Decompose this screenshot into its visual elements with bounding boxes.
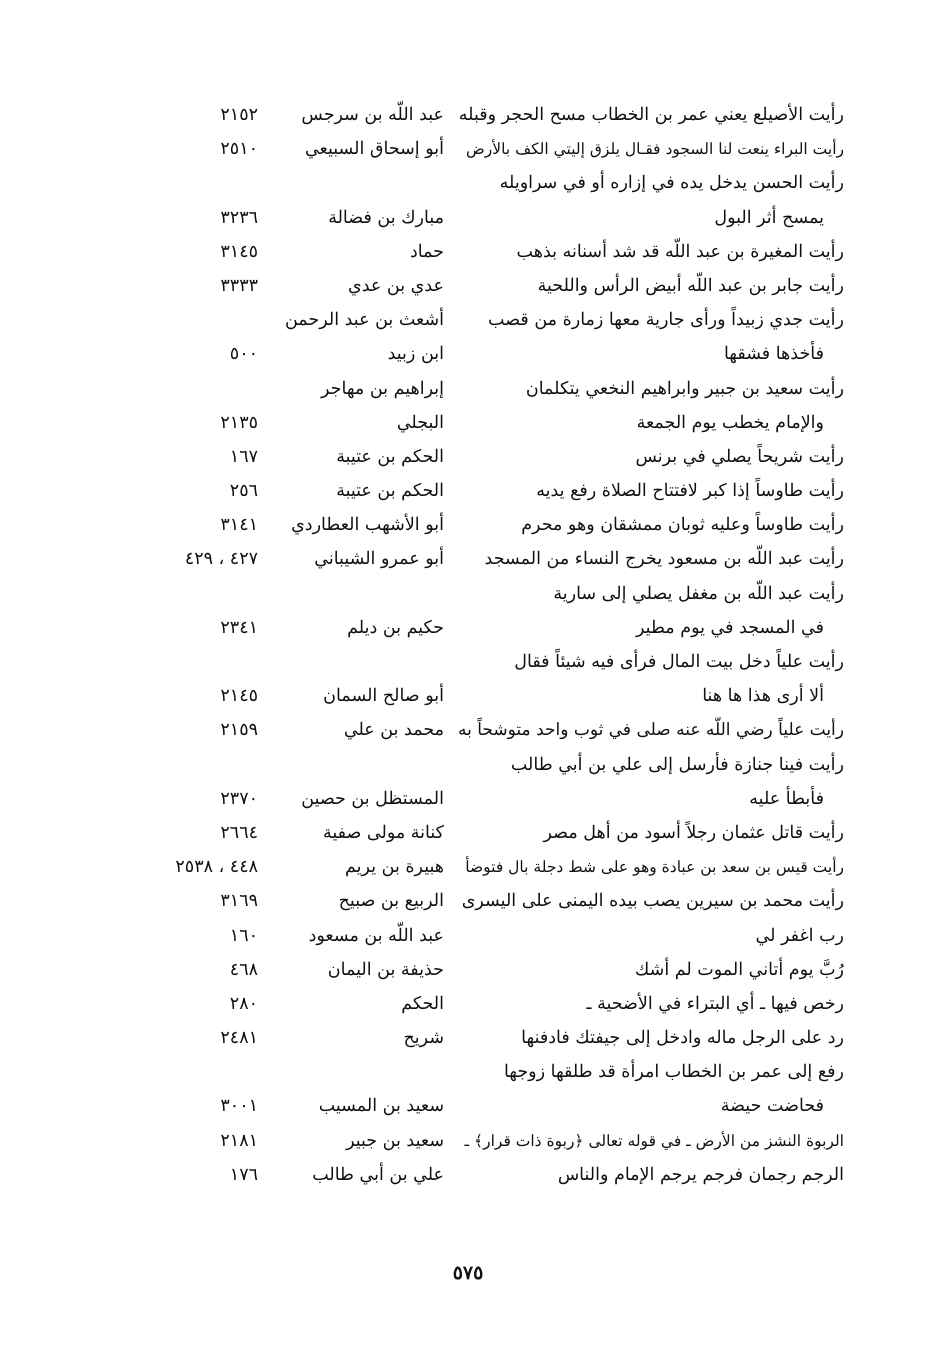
index-entry (0, 919, 936, 953)
entry-text: رأيت جابر بن عبد اللّه أبيض الرأس واللحية (537, 275, 844, 296)
entry-narrator: إبراهيم بن مهاجر (321, 378, 444, 399)
entry-narrator: الحكم (401, 993, 444, 1014)
entry-text: رأيت البراء ينعت لنا السجود فقـال يلزق إليتي الكف بالأرض (466, 140, 844, 159)
entry-text: فأبطأ عليه (749, 788, 824, 809)
index-entry (0, 508, 936, 542)
entry-narrator: كنانة مولى صفية (322, 822, 444, 843)
entry-text: رأيت علياً رضي اللّه عنه صلى في ثوب واحد متوشحاً به (458, 720, 844, 741)
index-entry (0, 406, 936, 440)
entry-narrator: حماد (409, 241, 444, 262)
index-entry (0, 166, 936, 200)
index-entry (0, 132, 936, 166)
entry-narrator: البجلي (396, 412, 444, 433)
entry-narrator: الحكم بن عتيبة (336, 446, 444, 467)
entry-text: رأيت سعيد بن جبير وابراهيم النخعي يتكلمان (525, 378, 844, 399)
index-entry (0, 542, 936, 576)
entry-reference-number: ٣١٤١ (220, 515, 258, 536)
entry-reference-number: ٢١٥٢ (220, 105, 258, 125)
entry-reference-number: ٢١٤٥ (220, 686, 258, 707)
index-entry (0, 1158, 936, 1192)
entry-narrator: أبو الأشهب العطاردي (291, 515, 444, 536)
entry-text: الربوة النشز من الأرض ـ في قوله تعالى ﴿ربوة ذات قرار﴾ ـ (464, 1131, 844, 1150)
entry-narrator: أشعث بن عبد الرحمن (284, 310, 444, 331)
index-entry (0, 850, 936, 884)
entry-text: يمسح أثر البول (714, 207, 824, 228)
entry-text: رأيت عبد اللّه بن مغفل يصلي إلى سارية (553, 583, 844, 604)
index-entry (0, 713, 936, 747)
index-entry (0, 303, 936, 337)
entry-reference-number: ٣١٤٥ (220, 241, 258, 262)
entry-reference-number: ٤٢٧ ، ٤٢٩ (184, 549, 258, 570)
entry-text: رفع إلى عمر بن الخطاب امرأة قد طلقها زوجها (503, 1062, 844, 1083)
entry-text: ألا أرى هذا ها هنا (702, 686, 824, 707)
index-entries (0, 98, 936, 1192)
entry-text: رأيت محمد بن سيرين يصب بيده اليمنى على اليسرى (461, 891, 844, 912)
index-entry (0, 679, 936, 713)
entry-narrator: الحكم بن عتيبة (336, 481, 444, 502)
entry-reference-number: ٢٨٠ (229, 993, 258, 1014)
entry-narrator: عدي بن عدي (348, 275, 444, 296)
entry-reference-number: ٢٣٧٠ (220, 788, 258, 809)
page-number: ٥٧٥ (452, 1262, 484, 1284)
index-entry (0, 269, 936, 303)
entry-reference-number: ٣٠٠١ (220, 1096, 258, 1117)
entry-narrator: مبارك بن فضالة (328, 207, 444, 228)
entry-text: رأيت طاوساً إذا كبر لافتتاح الصلاة رفع يديه (536, 481, 844, 502)
entry-text: رأيت جدي زبيداً ورأى جارية معها زمارة من قصب (488, 310, 844, 331)
index-entry (0, 987, 936, 1021)
entry-reference-number: ٢٥٦ (229, 481, 258, 502)
entry-narrator: سعيد بن المسيب (318, 1096, 444, 1117)
entry-narrator: المستظل بن حصين (301, 788, 444, 809)
entry-narrator: ابن زبيد (387, 344, 444, 365)
index-entry (0, 1055, 936, 1089)
entry-text: رأيت الأصيلع يعني عمر بن الخطاب مسح الحجر وقبله (458, 105, 844, 125)
entry-reference-number: ٣٣٣٣ (220, 275, 258, 296)
entry-narrator: هبيرة بن يريم (345, 857, 444, 878)
index-entry (0, 201, 936, 235)
entry-reference-number: ٢٤٨١ (220, 1028, 258, 1049)
entry-narrator: محمد بن علي (343, 720, 444, 741)
entry-text: رأيت شريحاً يصلي في برنس (635, 446, 844, 467)
entry-text: الرجم رجمان فرجم يرجم الإمام والناس (557, 1164, 844, 1185)
entry-text: رأيت الحسن يدخل يده في إزاره أو في سراويله (499, 173, 844, 194)
index-entry (0, 953, 936, 987)
entry-reference-number: ٢١٣٥ (220, 412, 258, 433)
index-entry (0, 577, 936, 611)
entry-text: رأيت قيس بن سعد بن عبادة وهو على شط دجلة بال فتوضأ (465, 858, 844, 877)
index-entry (0, 474, 936, 508)
entry-narrator: علي بن أبي طالب (312, 1164, 444, 1185)
entry-reference-number: ٣١٦٩ (220, 891, 258, 912)
index-entry (0, 1089, 936, 1123)
entry-narrator: أبو صالح السمان (323, 686, 444, 707)
entry-text: في المسجد في يوم مطير (636, 617, 824, 638)
entry-text: رأيت المغيرة بن عبد اللّه قد شد أسنانه بذهب (516, 241, 844, 262)
entry-text: والإمام يخطب يوم الجمعة (636, 412, 824, 433)
entry-narrator: حكيم بن ديلم (347, 617, 444, 638)
entry-text: رخص فيها ـ أي البتراء في الأضحية ـ (586, 993, 844, 1014)
index-entry (0, 1021, 936, 1055)
entry-reference-number: ١٦٧ (229, 446, 258, 467)
entry-reference-number: ٢١٥٩ (220, 720, 258, 741)
entry-text: رأيت طاوساً وعليه ثوبان ممشقان وهو محرم (521, 515, 844, 536)
entry-narrator: سعيد بن جبير (346, 1130, 444, 1151)
entry-text: رأيت علياً دخل بيت المال فرأى فيه شيئاً فقال (514, 652, 844, 672)
index-entry (0, 440, 936, 474)
entry-narrator: الربيع بن صبيح (338, 891, 444, 912)
entry-reference-number: ٤٦٨ (229, 959, 258, 980)
index-entry (0, 884, 936, 918)
entry-reference-number: ٤٤٨ ، ٢٥٣٨ (175, 857, 258, 878)
entry-text: رأيت قاتل عثمان رجلاً أسود من أهل مصر (543, 822, 844, 843)
index-entry (0, 372, 936, 406)
index-entry (0, 337, 936, 371)
index-entry (0, 645, 936, 679)
entry-reference-number: ٢١٨١ (220, 1130, 258, 1151)
entry-text: رأيت عبد اللّه بن مسعود يخرج النساء من المسجد (484, 549, 844, 570)
entry-reference-number: ٢٥١٠ (220, 139, 258, 160)
entry-reference-number: ٣٢٣٦ (220, 207, 258, 228)
entry-text: رب اغفر لي (755, 925, 844, 946)
entry-narrator: عبد اللّه بن مسعود (308, 925, 444, 946)
entry-narrator: أبو عمرو الشيباني (314, 549, 444, 570)
entry-text: فأخذها فشقها (723, 344, 824, 365)
index-entry (0, 748, 936, 782)
entry-reference-number: ١٧٦ (229, 1164, 258, 1185)
entry-text: رأيت فينا جنازة فأرسل إلى علي بن أبي طالب (510, 754, 844, 775)
entry-reference-number: ١٦٠ (229, 925, 258, 946)
entry-text: رُبَّ يوم أتاني الموت لم أشك (634, 959, 844, 980)
entry-text: رد على الرجل ماله وادخل إلى جيفتك فادفنها (521, 1028, 844, 1049)
entry-reference-number: ٢٦٦٤ (220, 822, 258, 843)
entry-reference-number: ٥٠٠ (229, 344, 258, 365)
index-entry (0, 611, 936, 645)
entry-narrator: عبد اللّه بن سرجس (301, 105, 444, 125)
index-entry (0, 235, 936, 269)
index-entry (0, 782, 936, 816)
entry-narrator: شريح (403, 1028, 444, 1049)
index-entry (0, 816, 936, 850)
entry-narrator: أبو إسحاق السبيعي (304, 139, 444, 160)
index-entry (0, 98, 936, 132)
entry-narrator: حذيفة بن اليمان (327, 959, 444, 980)
index-entry (0, 1124, 936, 1158)
entry-text: فحاضت حيضة (720, 1096, 824, 1117)
entry-reference-number: ٢٣٤١ (220, 617, 258, 638)
